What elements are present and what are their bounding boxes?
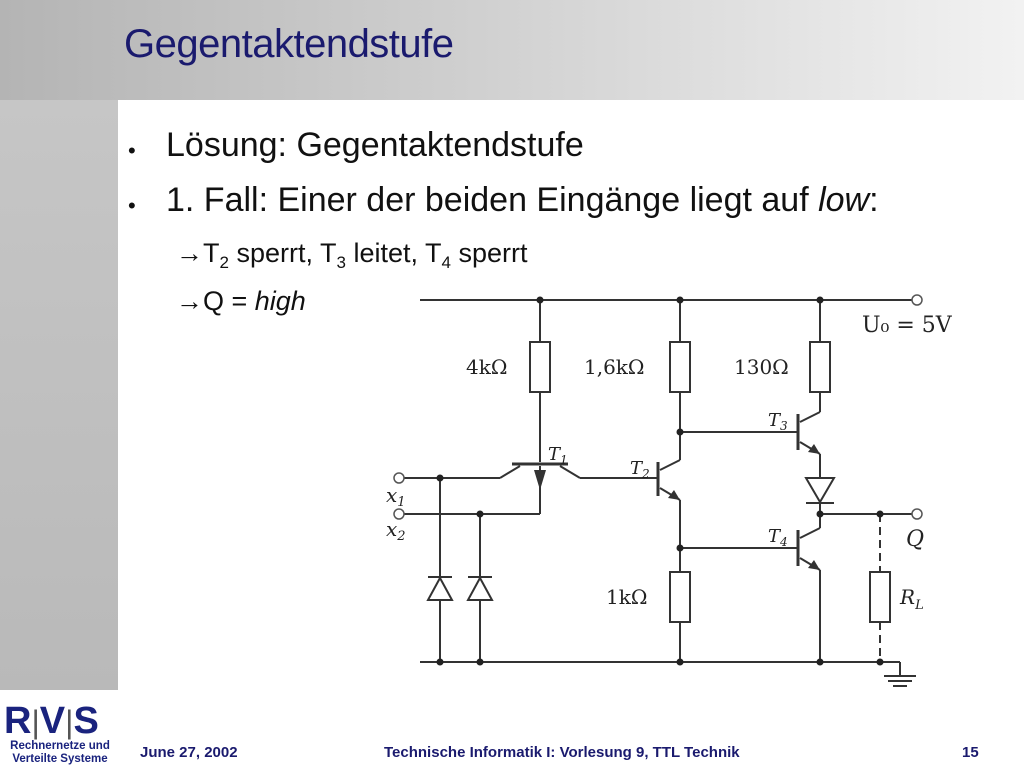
- arrow-icon: →: [176, 286, 203, 316]
- r1-label: 4kΩ: [466, 355, 508, 379]
- supply-label: U₀ = 5V: [862, 313, 952, 338]
- sub1-s3: 3: [336, 253, 346, 272]
- sub1-s4: 4: [441, 253, 451, 272]
- sub2-prefix: Q =: [203, 286, 255, 316]
- logo-line2: Verteilte Systeme: [12, 753, 108, 765]
- sub1-c: sperrt: [450, 238, 528, 268]
- t4-label: [768, 526, 788, 549]
- logo-sep: |: [31, 704, 40, 740]
- x2-sub: 2: [397, 529, 406, 544]
- bullet-dot: •: [128, 193, 136, 218]
- footer-page-number: 15: [962, 744, 979, 761]
- x2-main: x: [386, 517, 398, 541]
- r2-label: 1,6kΩ: [584, 355, 645, 379]
- q-label: Q: [906, 527, 925, 552]
- t3-sub: 3: [780, 419, 788, 433]
- rl-main: R: [900, 585, 916, 609]
- bullet-1: Lösung: Gegentaktendstufe: [166, 126, 584, 164]
- sub1-t2: T: [203, 238, 220, 268]
- bullet-dot: •: [128, 138, 136, 163]
- t1-sub: 1: [560, 453, 568, 467]
- footer-date: June 27, 2002: [140, 744, 238, 761]
- t3-label: [768, 410, 788, 433]
- logo-s: S: [73, 700, 99, 742]
- logo-line1: Rechnernetze und: [10, 740, 110, 752]
- logo-subtitle: [4, 740, 116, 766]
- r4-label: 1kΩ: [606, 585, 648, 609]
- logo-sep: |: [65, 704, 74, 740]
- t4-main: T: [768, 526, 781, 547]
- t2-main: T: [630, 458, 643, 479]
- x1-label: [386, 483, 406, 510]
- slide-title: Gegentaktendstufe: [124, 22, 454, 66]
- bullet-2-emph: low: [818, 181, 870, 219]
- bullet-2-colon: :: [869, 181, 879, 219]
- x1-sub: 1: [397, 495, 406, 510]
- rl-sub: L: [915, 598, 924, 613]
- bullet-2-text: 1. Fall: Einer der beiden Eingänge liegt auf: [166, 181, 819, 219]
- rl-label: [899, 585, 924, 613]
- t1-label: [548, 444, 568, 467]
- t2-label: [630, 458, 650, 481]
- sub2-emph: high: [254, 286, 306, 316]
- t3-main: T: [768, 410, 781, 431]
- r3-label: 130Ω: [734, 355, 789, 379]
- arrow-icon: →: [176, 238, 203, 268]
- x1-main: x: [386, 483, 398, 507]
- t4-sub: 4: [780, 535, 788, 549]
- sub1-s2: 2: [219, 253, 229, 272]
- x2-label: [386, 517, 406, 544]
- logo-v: V: [39, 700, 66, 742]
- sub1-a: sperrt, T: [228, 238, 337, 268]
- footer-course: Technische Informatik I: Vorlesung 9, TTL Technik: [384, 744, 740, 761]
- t2-sub: 2: [642, 467, 650, 481]
- sub1-b: leitet, T: [345, 238, 442, 268]
- t1-main: T: [548, 444, 561, 465]
- logo-r: R: [4, 700, 32, 742]
- rvs-logo: [4, 700, 99, 743]
